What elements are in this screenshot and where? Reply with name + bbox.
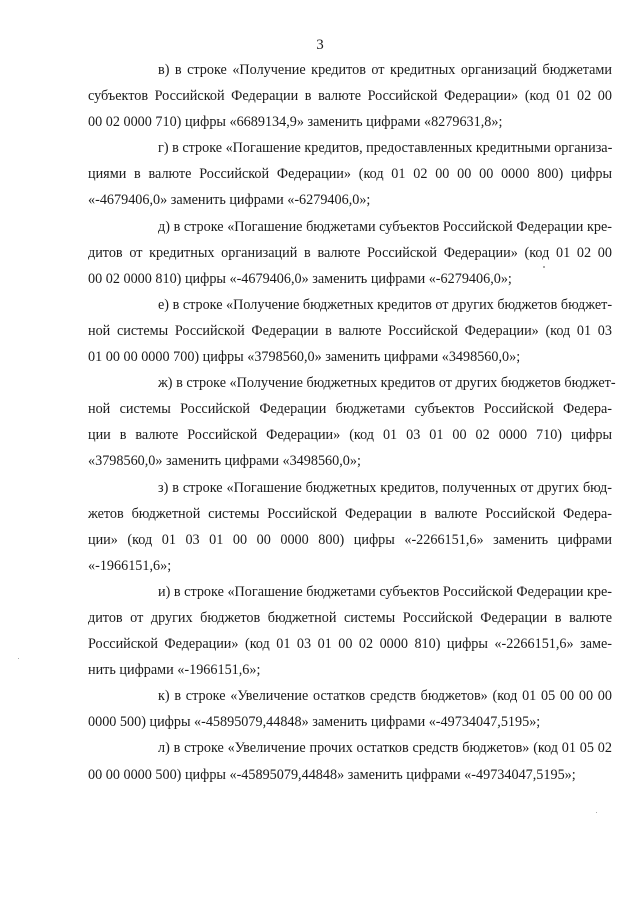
paragraph-line: Российской Федерации» (код 01 03 01 00 02 0000 810) цифры «-2266151,6» заме- <box>88 636 612 653</box>
page-number: 3 <box>316 37 324 53</box>
paragraph-line: ции» (код 01 03 01 00 00 0000 800) цифры «-2266151,6» заменить цифрами <box>88 531 612 548</box>
paragraph-line: ной системы Российской Федерации бюджетами субъектов Российской Федера- <box>88 401 612 418</box>
paragraph-line: л) в строке «Увеличение прочих остатков средств бюджетов» (код 01 05 02 <box>158 740 612 757</box>
paragraph-line: ж) в строке «Получение бюджетных кредитов от других бюджетов бюджет- <box>158 375 616 392</box>
paragraph-line: дитов от других бюджетов бюджетной системы Российской Федерации в валюте <box>88 609 612 626</box>
paragraph-line: циями в валюте Российской Федерации» (код 01 02 00 00 00 0000 800) цифры <box>88 166 612 183</box>
paragraph-line: 01 00 00 0000 700) цифры «3798560,0» заменить цифрами «3498560,0»; <box>88 349 521 366</box>
paragraph-line: 00 00 0000 500) цифры «-45895079,44848» заменить цифрами «-49734047,5195»; <box>88 766 576 783</box>
paragraph-e <box>88 292 612 370</box>
paragraph-k <box>88 683 612 735</box>
paragraph-line: жетов бюджетной системы Российской Федерации в валюте Российской Федера- <box>88 505 612 522</box>
paragraph-line: и) в строке «Погашение бюджетами субъектов Российской Федерации кре- <box>158 583 612 600</box>
paragraph-line: з) в строке «Погашение бюджетных кредитов, полученных от других бюд- <box>158 479 612 496</box>
paragraph-line: в) в строке «Получение кредитов от кредитных организаций бюджетами <box>158 62 612 78</box>
scan-speck <box>596 812 597 813</box>
paragraph-line: ной системы Российской Федерации в валюте Российской Федерации» (код 01 03 <box>88 322 612 339</box>
paragraph-line: «-4679406,0» заменить цифрами «-6279406,0»; <box>88 192 371 209</box>
paragraph-l <box>88 735 612 787</box>
paragraph-line: субъектов Российской Федерации в валюте Российской Федерации» (код 01 02 00 <box>88 88 612 105</box>
paragraph-line: дитов от кредитных организаций в валюте Российской Федерации» (код 01 02 00 <box>88 244 612 261</box>
paragraph-d <box>88 214 612 292</box>
paragraph-g <box>88 135 612 213</box>
paragraph-zh <box>88 370 616 474</box>
scan-speck <box>543 266 545 268</box>
paragraph-line: «3798560,0» заменить цифрами «3498560,0»; <box>88 453 361 470</box>
paragraph-line: г) в строке «Погашение кредитов, предоставленных кредитными организа- <box>158 140 613 157</box>
paragraph-i <box>88 579 612 683</box>
scan-speck <box>18 658 19 659</box>
paragraph-line: е) в строке «Получение бюджетных кредитов от других бюджетов бюджет- <box>158 296 613 313</box>
paragraph-z <box>88 475 612 579</box>
document-body <box>88 57 616 788</box>
paragraph-line: к) в строке «Увеличение остатков средств бюджетов» (код 01 05 00 00 00 <box>158 688 612 705</box>
paragraph-v <box>88 57 612 135</box>
paragraph-line: ции в валюте Российской Федерации» (код 01 03 01 00 02 0000 710) цифры <box>88 427 612 444</box>
paragraph-line: 00 02 0000 810) цифры «-4679406,0» заменить цифрами «-6279406,0»; <box>88 270 512 287</box>
paragraph-line: д) в строке «Погашение бюджетами субъектов Российской Федерации кре- <box>158 218 612 235</box>
paragraph-line: 00 02 0000 710) цифры «6689134,9» заменить цифрами «8279631,8»; <box>88 114 503 131</box>
paragraph-line: нить цифрами «-1966151,6»; <box>88 662 261 679</box>
paragraph-line: 0000 500) цифры «-45895079,44848» заменить цифрами «-49734047,5195»; <box>88 714 541 731</box>
paragraph-line: «-1966151,6»; <box>88 557 172 574</box>
